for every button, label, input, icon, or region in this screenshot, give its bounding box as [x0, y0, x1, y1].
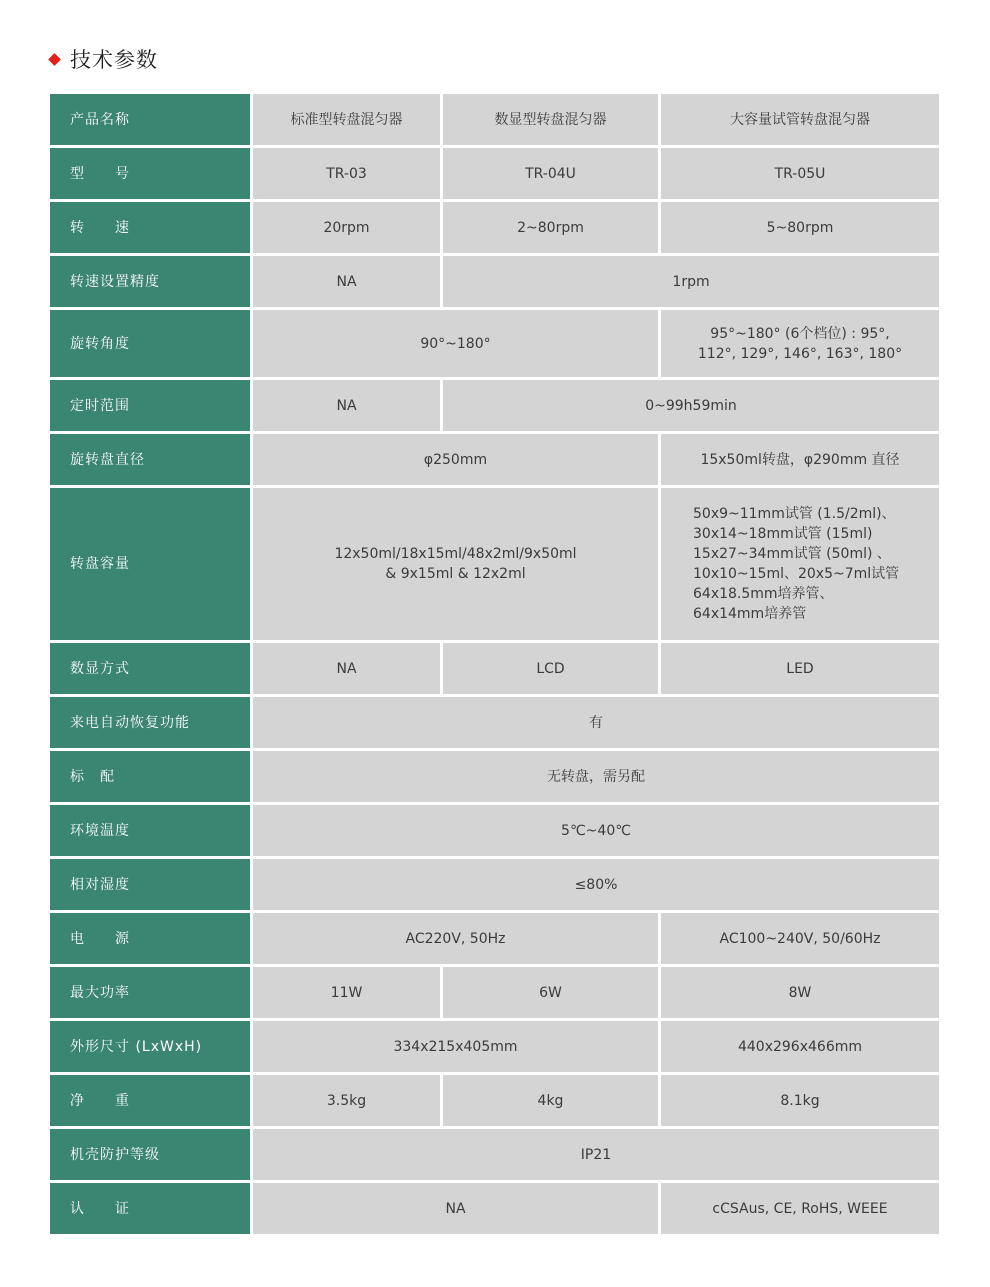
ip-123: IP21 — [253, 1129, 939, 1180]
power-12: AC220V, 50Hz — [253, 913, 658, 964]
section-title: 技术参数 — [70, 48, 158, 72]
table-row-model — [50, 148, 939, 199]
cert-12: NA — [253, 1183, 658, 1234]
humidity-123: ≤80% — [253, 859, 939, 910]
model-1: TR-03 — [253, 148, 440, 199]
row-label-weight: 净 重 — [50, 1075, 250, 1126]
row-label-max-power: 最大功率 — [50, 967, 250, 1018]
row-label-product: 产品名称 — [50, 94, 250, 145]
env-temp-123: 5℃~40℃ — [253, 805, 939, 856]
table-row-weight — [50, 1075, 939, 1126]
table-row-display — [50, 643, 939, 694]
table-row-angle — [50, 310, 939, 377]
weight-3: 8.1kg — [661, 1075, 939, 1126]
section-header — [50, 44, 158, 74]
product-name-3: 大容量试管转盘混匀器 — [661, 94, 939, 145]
diameter-12: φ250mm — [253, 434, 658, 485]
speed-3: 5~80rpm — [661, 202, 939, 253]
dimensions-12: 334x215x405mm — [253, 1021, 658, 1072]
row-label-timer: 定时范围 — [50, 380, 250, 431]
diameter-3: 15x50ml转盘，φ290mm 直径 — [661, 434, 939, 485]
precision-23: 1rpm — [443, 256, 939, 307]
row-label-env-temp: 环境温度 — [50, 805, 250, 856]
row-label-capacity: 转盘容量 — [50, 488, 250, 640]
table-row-max-power — [50, 967, 939, 1018]
table-row-env-temp — [50, 805, 939, 856]
table-row-precision — [50, 256, 939, 307]
display-3: LED — [661, 643, 939, 694]
diamond-bullet-icon — [48, 53, 61, 66]
weight-1: 3.5kg — [253, 1075, 440, 1126]
table-row-humidity — [50, 859, 939, 910]
product-name-2: 数显型转盘混匀器 — [443, 94, 658, 145]
model-2: TR-04U — [443, 148, 658, 199]
dimensions-3: 440x296x466mm — [661, 1021, 939, 1072]
table-row-ip — [50, 1129, 939, 1180]
row-label-ip: 机壳防护等级 — [50, 1129, 250, 1180]
row-label-angle: 旋转角度 — [50, 310, 250, 377]
model-3: TR-05U — [661, 148, 939, 199]
angle-3: 95°~180° (6个档位) : 95°, 112°, 129°, 146°, 163°, 180° — [661, 310, 939, 377]
max-power-1: 11W — [253, 967, 440, 1018]
recovery-123: 有 — [253, 697, 939, 748]
spec-table — [47, 91, 942, 1237]
max-power-2: 6W — [443, 967, 658, 1018]
power-3: AC100~240V, 50/60Hz — [661, 913, 939, 964]
row-label-cert: 认 证 — [50, 1183, 250, 1234]
speed-2: 2~80rpm — [443, 202, 658, 253]
standard-123: 无转盘，需另配 — [253, 751, 939, 802]
product-name-1: 标准型转盘混匀器 — [253, 94, 440, 145]
table-row-product — [50, 94, 939, 145]
row-label-display: 数显方式 — [50, 643, 250, 694]
table-row-speed — [50, 202, 939, 253]
capacity-12: 12x50ml/18x15ml/48x2ml/9x50ml & 9x15ml & 12x2ml — [253, 488, 658, 640]
table-row-standard — [50, 751, 939, 802]
row-label-diameter: 旋转盘直径 — [50, 434, 250, 485]
row-label-power: 电 源 — [50, 913, 250, 964]
cert-3: cCSAus, CE, RoHS, WEEE — [661, 1183, 939, 1234]
max-power-3: 8W — [661, 967, 939, 1018]
row-label-model: 型 号 — [50, 148, 250, 199]
row-label-dimensions: 外形尺寸 (LxWxH) — [50, 1021, 250, 1072]
row-label-humidity: 相对湿度 — [50, 859, 250, 910]
table-row-cert — [50, 1183, 939, 1234]
timer-1: NA — [253, 380, 440, 431]
timer-23: 0~99h59min — [443, 380, 939, 431]
speed-1: 20rpm — [253, 202, 440, 253]
row-label-recovery: 来电自动恢复功能 — [50, 697, 250, 748]
capacity-3: 50x9~11mm试管 (1.5/2ml)、 30x14~18mm试管 (15ml) 15x27~34mm试管 (50ml) 、 10x10~15ml、20x5~7ml试管 64x18.5mm培养管、 64x14mm培养管 — [661, 488, 939, 640]
weight-2: 4kg — [443, 1075, 658, 1126]
table-row-timer — [50, 380, 939, 431]
table-row-recovery — [50, 697, 939, 748]
table-row-capacity — [50, 488, 939, 640]
precision-1: NA — [253, 256, 440, 307]
table-row-dimensions — [50, 1021, 939, 1072]
display-1: NA — [253, 643, 440, 694]
row-label-precision: 转速设置精度 — [50, 256, 250, 307]
angle-12: 90°~180° — [253, 310, 658, 377]
table-row-diameter — [50, 434, 939, 485]
table-row-power — [50, 913, 939, 964]
row-label-speed: 转 速 — [50, 202, 250, 253]
display-2: LCD — [443, 643, 658, 694]
row-label-standard: 标 配 — [50, 751, 250, 802]
